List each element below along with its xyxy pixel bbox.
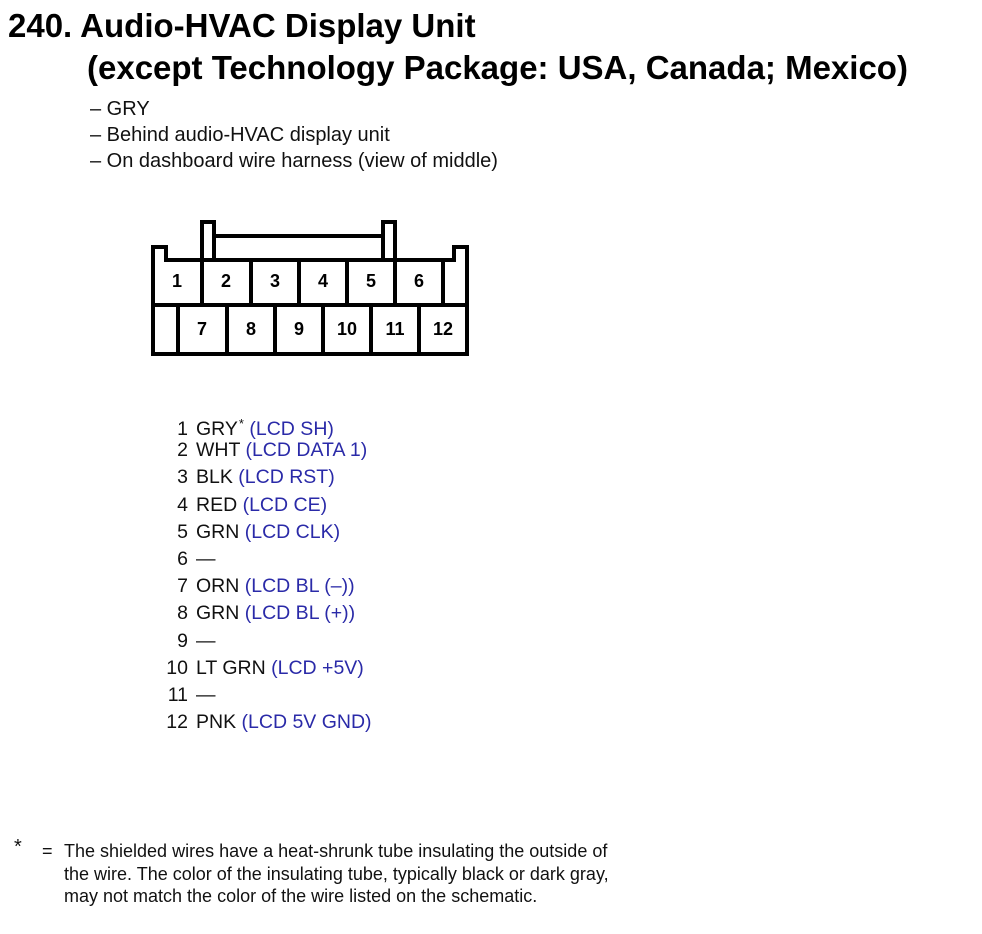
wire-color: GRN [196, 520, 240, 543]
page-title: 240. Audio-HVAC Display Unit [8, 7, 476, 44]
wire-color: GRY [196, 418, 238, 440]
pinout-row [160, 546, 372, 573]
wire-color: BLK [196, 466, 233, 489]
pin-number: 8 [177, 602, 188, 625]
wire-color: — [196, 629, 216, 652]
wire-color: ORN [196, 575, 240, 598]
pin-number: 10 [166, 656, 188, 679]
pin-number: 9 [177, 629, 188, 652]
footnote-equals: = [42, 841, 53, 861]
wire-color: RED [196, 493, 238, 516]
signal-name: (LCD SH) [249, 418, 334, 440]
wire-color: LT GRN [196, 656, 266, 679]
wire-color: — [196, 547, 216, 570]
pinout-row [160, 628, 372, 655]
connector-pin-9: 9 [293, 319, 305, 339]
pinout-row [160, 464, 372, 491]
connector-pin-10: 10 [336, 319, 358, 339]
pin-number: 5 [177, 520, 188, 543]
connector-pin-2: 2 [220, 271, 232, 291]
wire-color: PNK [196, 711, 237, 734]
connector-diagram [148, 216, 478, 366]
connector-pin-3: 3 [269, 271, 281, 291]
signal-name: (LCD +5V) [271, 656, 364, 679]
connector-info [90, 96, 498, 174]
pin-number: 7 [177, 575, 188, 598]
wire-color: — [196, 683, 216, 706]
pinout-row [160, 492, 372, 519]
signal-name: (LCD CLK) [244, 520, 341, 543]
pinout-row [160, 573, 372, 600]
signal-name: (LCD BL (+)) [244, 602, 356, 625]
info-line-location: – Behind audio-HVAC display unit [90, 124, 390, 146]
page-subtitle: (except Technology Package: USA, Canada; Mexico) [87, 49, 908, 86]
pin-number: 11 [167, 683, 188, 706]
footnote-asterisk: * [14, 836, 22, 858]
pin-number: 6 [177, 547, 188, 570]
connector-pin-11: 11 [385, 319, 405, 339]
pinout-row [160, 682, 372, 709]
pinout-row [160, 437, 372, 464]
connector-pin-1: 1 [171, 271, 183, 291]
connector-pin-7: 7 [196, 319, 208, 339]
signal-name: (LCD CE) [242, 493, 328, 516]
shield-asterisk: * [238, 416, 244, 431]
signal-name: (LCD DATA 1) [245, 439, 368, 462]
connector-pin-12: 12 [432, 319, 454, 339]
connector-pin-8: 8 [245, 319, 257, 339]
wire-color: GRN [196, 602, 240, 625]
signal-name: (LCD 5V GND) [241, 711, 372, 734]
pinout-row [160, 600, 372, 627]
pin-number: 2 [177, 439, 188, 462]
signal-name: (LCD BL (–)) [244, 575, 355, 598]
signal-name: (LCD RST) [238, 466, 335, 489]
wire-color: WHT [196, 439, 241, 462]
connector-latch [202, 222, 395, 260]
pinout-row [160, 410, 372, 440]
pin-number: 3 [177, 466, 188, 489]
pin-number: 1 [177, 418, 188, 440]
connector-pin-5: 5 [365, 271, 377, 291]
info-line-color: – GRY [90, 98, 150, 120]
connector-pin-6: 6 [413, 271, 425, 291]
pinout-row [160, 655, 372, 682]
pinout-row [160, 709, 372, 736]
connector-pin-4: 4 [317, 271, 329, 291]
pinout-list [160, 410, 372, 736]
info-line-harness: – On dashboard wire harness (view of middle) [90, 150, 498, 172]
pinout-row [160, 519, 372, 546]
pin-number: 4 [177, 493, 188, 516]
pin-number: 12 [166, 711, 188, 734]
footnote-text: The shielded wires have a heat-shrunk tube insulating the outside of the wire. The color of the insulating tube, typically black or dark gray, may not match the color of the wire listed on the schematic. [64, 841, 609, 906]
